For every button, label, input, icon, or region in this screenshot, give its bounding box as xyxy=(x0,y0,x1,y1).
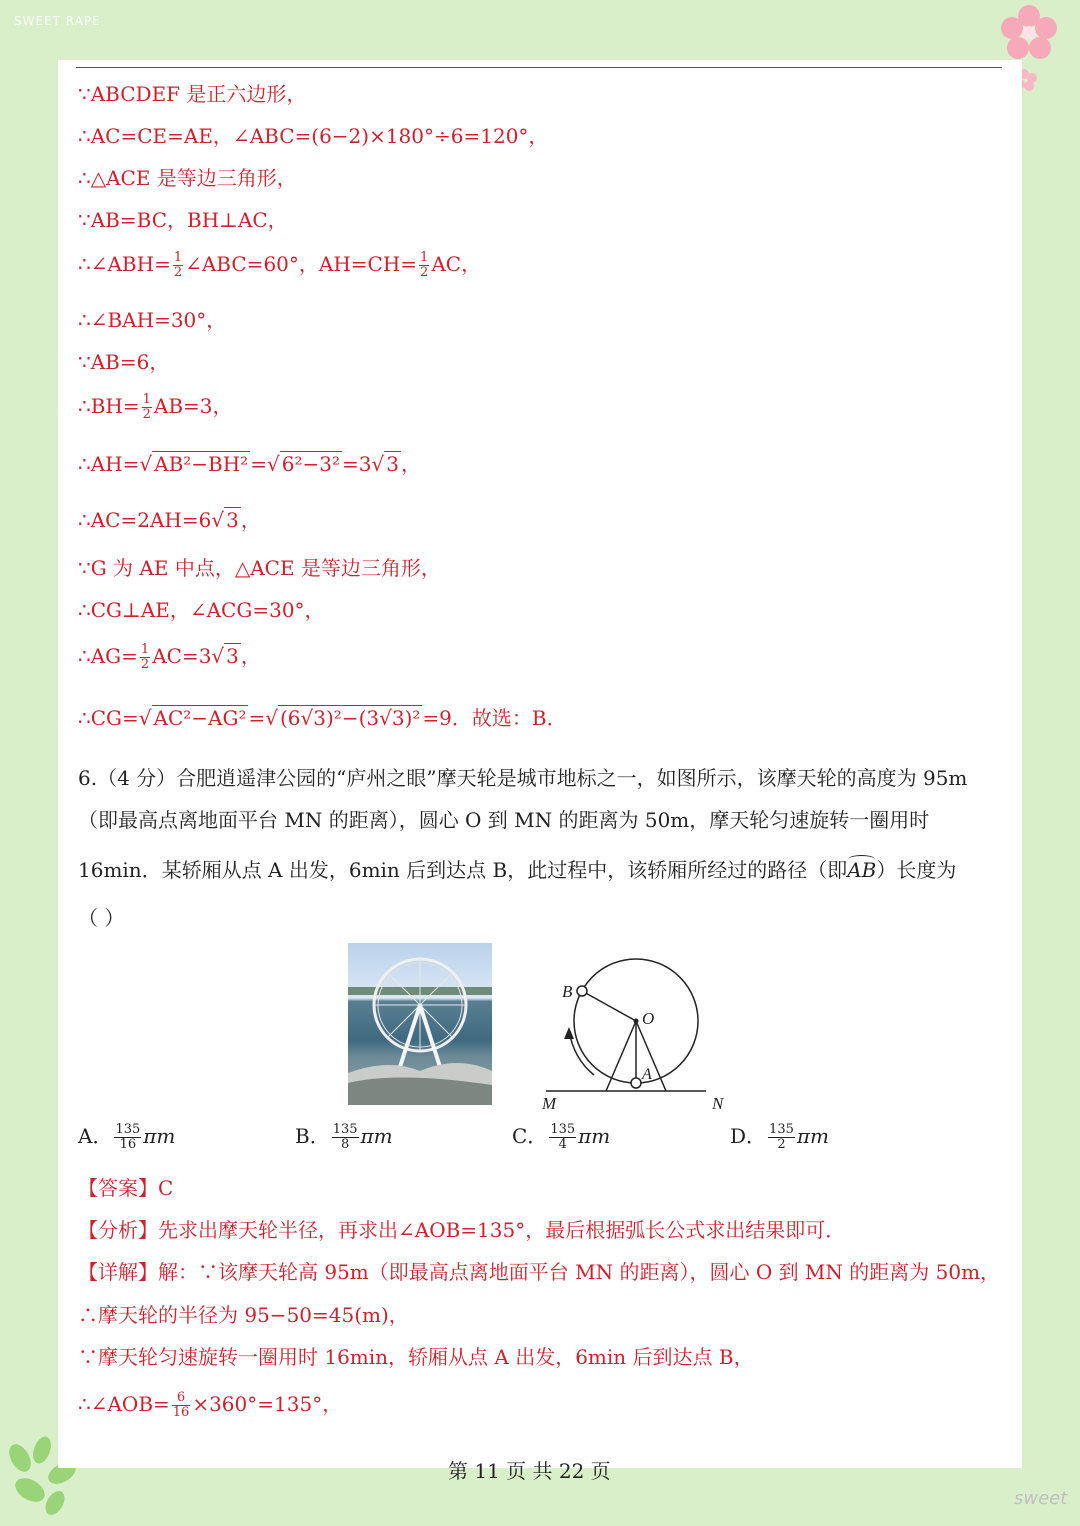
fraction-numerator: 135 xyxy=(115,1122,141,1137)
radicand: 3 xyxy=(226,644,239,668)
solution-line xyxy=(78,704,567,732)
header-watermark: SWEET RAPE xyxy=(14,14,101,28)
question-text: 16min．某轿厢从点 A 出发，6min 后到达点 B，此过程中，该轿厢所经过的路径（即 xyxy=(78,858,848,882)
question-line-1: 6.（4 分）合肥逍遥津公园的“庐州之眼”摩天轮是城市地标之一，如图所示，该摩天轮的高度为 95m xyxy=(78,766,968,790)
solution-line xyxy=(78,206,288,234)
label-a: A xyxy=(642,1066,652,1083)
ferris-wheel-icon xyxy=(348,943,492,1105)
option-c[interactable] xyxy=(512,1122,610,1152)
math-text: ， xyxy=(240,508,261,532)
option-label: B． xyxy=(295,1124,330,1148)
option-a[interactable] xyxy=(78,1122,175,1152)
question-line-4: （ ） xyxy=(78,906,125,930)
ferris-wheel-diagram xyxy=(536,943,736,1118)
footer-watermark: sweet xyxy=(1014,1488,1068,1509)
radicand: AB²−BH² xyxy=(154,452,249,476)
math-text: ， xyxy=(400,452,421,476)
fraction xyxy=(549,1123,576,1152)
math-text: ∵G 为 AE 中点，△ACE 是等边三角形， xyxy=(78,556,441,580)
math-text: ×360°=135°， xyxy=(192,1392,343,1416)
option-unit: πm xyxy=(578,1124,611,1148)
solution-line xyxy=(78,250,481,280)
option-label: D． xyxy=(730,1124,767,1148)
fraction-denominator: 2 xyxy=(173,265,183,280)
point-b xyxy=(577,986,587,996)
detail-text-1: 解：∵该摩天轮高 95m（即最高点离地面平台 MN 的距离），圆心 O 到 MN 的距离为 50m， xyxy=(158,1260,1001,1284)
math-text: ∴∠BAH=30°， xyxy=(78,308,227,332)
fraction-denominator: 2 xyxy=(420,265,429,280)
label-m: M xyxy=(542,1094,557,1113)
solution-line xyxy=(78,554,441,582)
fraction-denominator: 16 xyxy=(172,1405,190,1420)
fraction xyxy=(768,1123,795,1152)
math-text: AB=3， xyxy=(153,394,233,418)
fraction-numerator: 1 xyxy=(420,250,429,265)
fraction xyxy=(142,393,152,422)
option-b[interactable] xyxy=(295,1122,393,1152)
solution-line xyxy=(78,306,226,334)
detail-line-2: ∴摩天轮的半径为 95−50=45(m)， xyxy=(78,1303,409,1327)
math-text: AC=3√ xyxy=(152,644,225,668)
math-text: ∵ABCDEF 是正六边形， xyxy=(78,82,307,106)
ferris-wheel-photo xyxy=(348,943,492,1105)
analysis-line xyxy=(78,1216,845,1244)
answer-line xyxy=(78,1174,173,1202)
math-text: ∴AC=CE=AE，∠ABC=(6−2)×180°÷6=120°， xyxy=(78,124,549,148)
solution-line xyxy=(78,450,421,478)
label-b: B xyxy=(562,982,573,1001)
fraction-denominator: 8 xyxy=(340,1137,350,1152)
math-text: ∴△ACE 是等边三角形， xyxy=(78,166,297,190)
fraction-numerator: 135 xyxy=(550,1122,576,1137)
option-unit: πm xyxy=(796,1124,829,1148)
option-label: C． xyxy=(512,1124,548,1148)
fraction-denominator: 2 xyxy=(140,657,150,672)
page-footer: 第 11 页 共 22 页 xyxy=(448,1459,611,1483)
radicand: 3 xyxy=(386,452,399,476)
solution-line xyxy=(78,164,297,192)
math-text: ∵AB=BC，BH⊥AC， xyxy=(78,208,288,232)
option-d[interactable] xyxy=(730,1122,829,1152)
math-text: =9．故选：B． xyxy=(422,706,567,730)
math-text: ∴∠ABH= xyxy=(78,252,171,276)
fraction xyxy=(140,643,150,672)
solution-line xyxy=(78,392,233,422)
option-label: A． xyxy=(78,1124,113,1148)
radicand: AC²−AG² xyxy=(153,706,247,730)
math-text: ∴CG=√ xyxy=(78,706,152,730)
detail-line-3: ∵摩天轮匀速旋转一圈用时 16min，轿厢从点 A 出发，6min 后到达点 B， xyxy=(78,1345,754,1369)
math-text: =3√ xyxy=(341,452,385,476)
fraction xyxy=(172,1391,191,1420)
fraction xyxy=(419,251,429,280)
fraction-numerator: 1 xyxy=(142,392,151,407)
math-text: =√ xyxy=(250,452,280,476)
fraction xyxy=(173,251,183,280)
fraction-denominator: 2 xyxy=(777,1137,786,1152)
answer-tag: 【答案】 xyxy=(78,1176,158,1200)
detail-line-4 xyxy=(78,1390,342,1420)
question-line-3 xyxy=(78,856,956,884)
document-page xyxy=(58,60,1022,1483)
fraction xyxy=(332,1123,359,1152)
header-rule xyxy=(76,67,1002,68)
fraction xyxy=(114,1123,141,1152)
analysis-tag: 【分析】 xyxy=(78,1218,158,1242)
label-n: N xyxy=(712,1094,724,1113)
radicand: (6√3)²−(3√3)² xyxy=(280,706,421,730)
math-text: AC， xyxy=(431,252,482,276)
math-text: ∴AH=√ xyxy=(78,452,153,476)
arc-ab: AB xyxy=(847,858,876,882)
fraction-numerator: 135 xyxy=(769,1122,794,1137)
question-line-2: （即最高点离地面平台 MN 的距离），圆心 O 到 MN 的距离为 50m，摩天轮匀速旋转一圈用时 xyxy=(78,808,930,832)
fraction-denominator: 2 xyxy=(142,407,151,422)
math-text: ∴AC=2AH=6√ xyxy=(78,508,225,532)
answer-value: C xyxy=(158,1176,174,1200)
math-text: ∴∠AOB= xyxy=(78,1392,170,1416)
option-unit: πm xyxy=(143,1124,176,1148)
radicand: 6²−3² xyxy=(281,452,340,476)
fraction-denominator: 16 xyxy=(119,1137,137,1152)
radicand: 3 xyxy=(226,508,239,532)
fraction-numerator: 1 xyxy=(173,250,183,265)
solution-line xyxy=(78,596,325,624)
math-text: ∴AG= xyxy=(78,644,138,668)
label-o: O xyxy=(642,1009,655,1028)
arc-symbol-icon xyxy=(848,855,875,864)
question-text: ）长度为 xyxy=(876,858,957,882)
analysis-text: 先求出摩天轮半径，再求出∠AOB=135°，最后根据弧长公式求出结果即可． xyxy=(158,1218,846,1242)
option-unit: πm xyxy=(360,1124,393,1148)
solution-line xyxy=(78,642,261,672)
fraction-numerator: 1 xyxy=(140,642,150,657)
solution-line xyxy=(78,80,306,108)
detail-tag: 【详解】 xyxy=(78,1260,158,1284)
fraction-denominator: 4 xyxy=(558,1137,567,1152)
solution-line xyxy=(78,122,548,150)
math-text: =√ xyxy=(248,706,278,730)
fraction-numerator: 135 xyxy=(332,1122,358,1137)
detail-line-1 xyxy=(78,1258,1000,1286)
fraction-numerator: 6 xyxy=(172,1391,191,1406)
math-text: ， xyxy=(240,644,261,668)
math-text: ∴BH= xyxy=(78,394,140,418)
solution-line xyxy=(78,506,261,534)
point-a xyxy=(631,1078,641,1088)
math-text: ∠ABC=60°，AH=CH= xyxy=(185,252,418,276)
math-text: ∴CG⊥AE，∠ACG=30°， xyxy=(78,598,325,622)
solution-line xyxy=(78,348,169,376)
math-text: ∵AB=6， xyxy=(78,350,170,374)
